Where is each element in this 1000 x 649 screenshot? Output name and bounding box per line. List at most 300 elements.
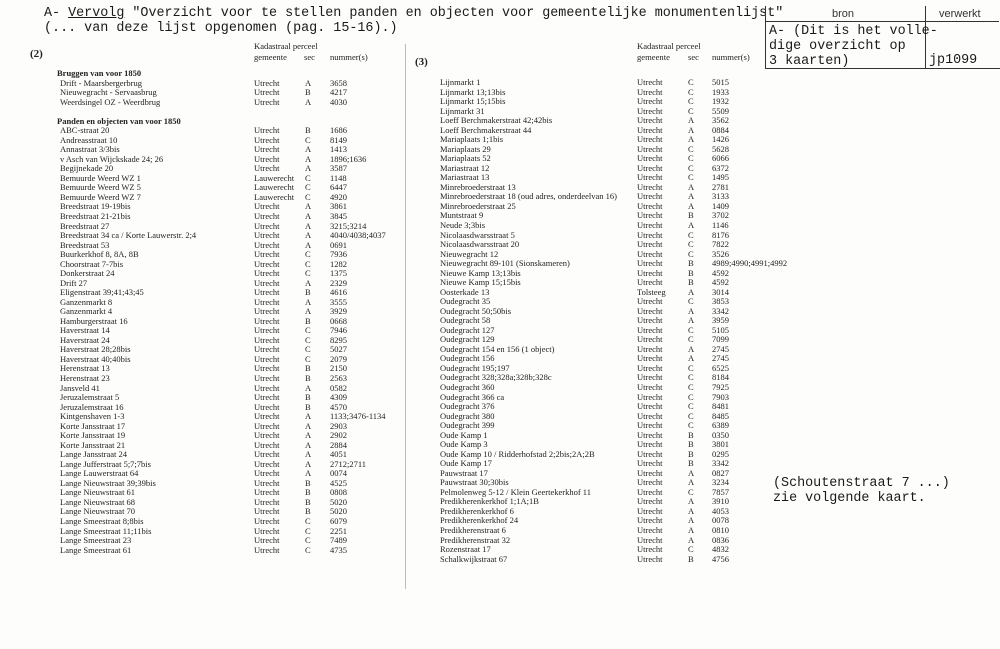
gemeente-cell: Utrecht: [254, 258, 280, 269]
address-cell: Kintgenshaven 1-3: [60, 411, 125, 422]
address-cell: Neude 3;3bis: [440, 219, 486, 230]
nummer-cell: 1413: [330, 144, 347, 155]
gemeente-cell: Utrecht: [254, 268, 280, 279]
gemeente-cell: Utrecht: [254, 96, 280, 107]
gemeente-cell: Utrecht: [254, 315, 280, 326]
address-cell: Oudegracht 156: [440, 353, 495, 364]
sec-cell: C: [688, 96, 694, 107]
section-title-panden: Panden en objecten van voor 1850: [57, 115, 181, 126]
nummer-cell: 8184: [712, 372, 729, 383]
nummer-cell: 1375: [330, 268, 347, 279]
address-cell: Predikherenkerkhof 6: [440, 505, 514, 516]
address-cell: Oude Kamp 3: [440, 439, 488, 450]
nummer-cell: 5020: [330, 506, 347, 517]
gemeente-cell: Utrecht: [637, 477, 663, 488]
table-row: [440, 431, 795, 441]
address-cell: Ganzenmarkt 4: [60, 306, 113, 317]
address-cell: Oudegracht 50;50bis: [440, 305, 512, 316]
gemeente-cell: Utrecht: [637, 544, 663, 555]
nummer-cell: 4525: [330, 477, 347, 488]
address-cell: Schalkwijkstraat 67: [440, 553, 508, 564]
address-cell: Breedstraat 53: [60, 239, 110, 250]
gemeente-cell: Utrecht: [637, 343, 663, 354]
gemeente-cell: Utrecht: [254, 411, 280, 422]
address-cell: Lijnmarkt 15;15bis: [440, 96, 506, 107]
nummer-cell: 3959: [712, 315, 729, 326]
address-cell: Breedstraat 21-21bis: [60, 210, 131, 221]
address-cell: Oudegracht 328;328a;328b;328c: [440, 372, 552, 383]
nummer-cell: 0810: [712, 524, 729, 535]
address-cell: Predikherenkerkhof 24: [440, 515, 519, 526]
sec-cell: B: [688, 553, 694, 564]
gemeente-cell: Utrecht: [254, 230, 280, 241]
address-cell: Oudegracht 35: [440, 296, 491, 307]
gemeente-cell: Lauwerecht: [254, 191, 295, 202]
nummer-cell: 7903: [712, 391, 729, 402]
sec-cell: C: [305, 344, 311, 355]
table-row: [440, 450, 795, 460]
sec-cell: B: [688, 258, 694, 269]
address-cell: Nieuwe Kamp 13;13bis: [440, 267, 521, 278]
gemeente-cell: Utrecht: [637, 334, 663, 345]
bron-label: bron: [832, 8, 855, 20]
nummer-cell: 3342: [712, 458, 729, 469]
verwerkt-label: verwerkt: [939, 8, 981, 20]
sec-cell: A: [688, 467, 695, 478]
nummer-cell: 0884: [712, 124, 729, 135]
gemeente-cell: Utrecht: [637, 486, 663, 497]
table-row: [57, 98, 402, 108]
sec-cell: C: [688, 229, 694, 240]
sec-cell: A: [305, 230, 312, 241]
sec-cell: B: [688, 439, 694, 450]
gemeente-cell: Utrecht: [637, 353, 663, 364]
table-row: [440, 555, 795, 565]
header-line-2: (... van deze lijst opgenomen (pag. 15-16).): [44, 21, 398, 36]
gemeente-cell: Utrecht: [637, 210, 663, 221]
address-cell: Annastraat 3/3bis: [60, 144, 120, 155]
nummer-cell: 8481: [712, 401, 729, 412]
nummer-cell: 3702: [712, 210, 729, 221]
address-cell: Haverstraat 14: [60, 325, 110, 336]
address-cell: Nieuwegracht 12: [440, 248, 499, 259]
address-cell: Oude Kamp 10 / Ridderhofstad 2;2bis;2A;2B: [440, 448, 595, 459]
nummer-cell: 3853: [712, 296, 729, 307]
address-cell: Oudegracht 58: [440, 315, 491, 326]
address-cell: Korte Jansstraat 21: [60, 439, 126, 450]
nummer-cell: 0582: [330, 382, 347, 393]
nummer-cell: 8485: [712, 410, 729, 421]
sec-cell: A: [688, 534, 695, 545]
nummer-cell: 8149: [330, 134, 347, 145]
nummer-cell: 6525: [712, 362, 729, 373]
sec-cell: C: [688, 296, 694, 307]
sec-cell: C: [305, 544, 311, 555]
gemeente-cell: Utrecht: [254, 449, 280, 460]
sec-cell: A: [688, 181, 695, 192]
gemeente-cell: Utrecht: [637, 153, 663, 164]
nummer-cell: 7857: [712, 486, 729, 497]
table-row: [440, 135, 795, 145]
address-cell: Minrebroederstraat 18 (oud adres, onderdeelvan 16): [440, 191, 618, 202]
gemeente-cell: Utrecht: [254, 525, 280, 536]
sec-cell: A: [688, 191, 695, 202]
nummer-cell: 5509: [712, 105, 729, 116]
nummer-cell: 0808: [330, 487, 347, 498]
gemeente-cell: Utrecht: [637, 258, 663, 269]
nummer-cell: 0836: [712, 534, 729, 545]
address-cell: Lijnmarkt 13;13bis: [440, 86, 506, 97]
sec-cell: C: [688, 410, 694, 421]
address-cell: Oudegracht 376: [440, 401, 495, 412]
gemeente-cell: Utrecht: [637, 248, 663, 259]
gemeente-cell: Utrecht: [637, 219, 663, 230]
address-cell: Lange Jufferstraat 5;7;7bis: [60, 458, 151, 469]
address-cell: Mariastraat 13: [440, 172, 490, 183]
nummer-cell: 7822: [712, 239, 729, 250]
gemeente-cell: Utrecht: [637, 229, 663, 240]
sec-cell: A: [688, 343, 695, 354]
column-divider: [405, 44, 406, 589]
table-row: [440, 202, 795, 212]
sec-cell: C: [688, 372, 694, 383]
gemeente-cell: Utrecht: [254, 496, 280, 507]
table-row: [57, 374, 402, 384]
sec-cell: A: [305, 239, 312, 250]
address-cell: Bemuurde Weerd WZ 1: [60, 172, 141, 183]
sec-cell: A: [305, 420, 312, 431]
nummer-cell: 4570: [330, 401, 347, 412]
nummer-cell: 7099: [712, 334, 729, 345]
nummer-cell: 2781: [712, 181, 729, 192]
nummer-cell: 7489: [330, 535, 347, 546]
sec-cell: B: [305, 287, 311, 298]
nummer-cell: 4309: [330, 392, 347, 403]
nummer-cell: 6447: [330, 182, 347, 193]
nummer-cell: 4053: [712, 505, 729, 516]
address-cell: Lange Nieuwstraat 70: [60, 506, 136, 517]
address-cell: Nicolaasdwarsstraat 5: [440, 229, 515, 240]
nummer-cell: 5105: [712, 324, 729, 335]
sec-cell: A: [305, 277, 312, 288]
header-line-1: A- Vervolg "Overzicht voor te stellen panden en objecten voor gemeentelijke monumentenlijst": [44, 6, 784, 21]
sec-cell: C: [305, 268, 311, 279]
gemeente-cell: Utrecht: [637, 305, 663, 316]
sec-cell: A: [305, 77, 312, 88]
nummer-cell: 3658: [330, 77, 347, 88]
table-row: [440, 288, 795, 298]
nummer-cell: 1495: [712, 172, 729, 183]
right-list: [440, 78, 795, 564]
section-title-bridges: Bruggen van voor 1850: [57, 68, 142, 78]
nummer-cell: 3342: [712, 305, 729, 316]
gemeente-cell: Utrecht: [637, 200, 663, 211]
nummer-cell: 2329: [330, 277, 347, 288]
table-row: [440, 459, 795, 469]
address-cell: Minrebroederstraat 13: [440, 181, 516, 192]
address-cell: Lange Nieuwstraat 39;39bis: [60, 477, 156, 488]
address-cell: Jeruzalemstraat 5: [60, 392, 120, 403]
sec-cell: C: [305, 515, 311, 526]
nummer-cell: 3562: [712, 115, 729, 126]
nummer-cell: 1896;1636: [330, 153, 367, 164]
gemeente-cell: Utrecht: [254, 306, 280, 317]
gemeente-cell: Utrecht: [254, 144, 280, 155]
gemeente-cell: Utrecht: [254, 87, 280, 98]
sec-cell: A: [305, 449, 312, 460]
address-cell: Mariaplaats 52: [440, 153, 491, 164]
address-cell: Mariaplaats 29: [440, 143, 491, 154]
address-cell: Buurkerkhof 8, 8A, 8B: [60, 249, 139, 260]
sec-cell: C: [688, 324, 694, 335]
gemeente-cell: Utrecht: [637, 553, 663, 564]
address-cell: Oude Kamp 1: [440, 429, 488, 440]
address-cell: Haverstraat 24: [60, 334, 110, 345]
sec-cell: C: [305, 334, 311, 345]
bron-text: A- (Dit is het volle- dige overzicht op 3 kaarten): [769, 24, 938, 69]
gemeente-cell: Utrecht: [637, 362, 663, 373]
sec-cell: C: [688, 544, 694, 555]
sec-cell: A: [688, 515, 695, 526]
address-cell: Bemuurde Weerd WZ 5: [60, 182, 141, 193]
sec-cell: C: [305, 249, 311, 260]
gemeente-cell: Utrecht: [254, 334, 280, 345]
nummer-cell: 5015: [712, 77, 729, 87]
gemeente-cell: Utrecht: [637, 458, 663, 469]
gemeente-cell: Utrecht: [637, 324, 663, 335]
nummer-cell: 2251: [330, 525, 347, 536]
sec-cell: C: [305, 525, 311, 536]
address-cell: v Asch van Wijckskade 24; 26: [60, 153, 164, 164]
sec-cell: C: [688, 239, 694, 250]
gemeente-cell: Utrecht: [637, 420, 663, 431]
gemeente-cell: Utrecht: [637, 143, 663, 154]
gemeente-cell: Utrecht: [254, 515, 280, 526]
table-row: [440, 145, 795, 155]
sec-cell: A: [305, 306, 312, 317]
gemeente-cell: Utrecht: [637, 534, 663, 545]
table-row: [440, 536, 795, 546]
sec-cell: B: [305, 487, 311, 498]
sec-cell: A: [305, 220, 312, 231]
nummer-cell: 1409: [712, 200, 729, 211]
sec-cell: C: [688, 153, 694, 164]
gemeente-cell: Utrecht: [637, 391, 663, 402]
sec-cell: B: [688, 429, 694, 440]
sec-cell: B: [305, 315, 311, 326]
gemeente-cell: Utrecht: [637, 429, 663, 440]
sec-cell: C: [688, 391, 694, 402]
address-cell: Begijnekade 20: [60, 163, 114, 174]
gemeente-cell: Utrecht: [254, 239, 280, 250]
gemeente-cell: Utrecht: [637, 448, 663, 459]
address-cell: Haverstraat 40;40bis: [60, 353, 131, 364]
nummer-cell: 3801: [712, 439, 729, 450]
sec-cell: B: [688, 277, 694, 288]
nummer-cell: 0668: [330, 315, 347, 326]
left-list: [57, 69, 402, 555]
gemeente-cell: Utrecht: [254, 344, 280, 355]
nummer-cell: 3861: [330, 201, 347, 212]
address-cell: Oudegracht 366 ca: [440, 391, 505, 402]
address-cell: Lijnmarkt 31: [440, 105, 485, 116]
sec-cell: A: [688, 219, 695, 230]
nummer-cell: 4592: [712, 277, 729, 288]
nummer-cell: 7925: [712, 382, 729, 392]
address-cell: Nicolaasdwarsstraat 20: [440, 239, 520, 250]
gemeente-cell: Utrecht: [637, 296, 663, 307]
address-cell: Lange Smeestraat 8;8bis: [60, 515, 144, 526]
address-cell: Ganzenmarkt 8: [60, 296, 113, 307]
nummer-cell: 5027: [330, 344, 347, 355]
gemeente-cell: Utrecht: [254, 325, 280, 336]
gemeente-cell: Utrecht: [637, 267, 663, 278]
sec-cell: A: [688, 115, 695, 126]
address-cell: Jansveld 41: [60, 382, 100, 393]
address-cell: Muntstraat 9: [440, 210, 484, 221]
sec-cell: C: [688, 362, 694, 373]
sec-cell: A: [305, 439, 312, 450]
address-cell: Pauwstraat 30;30bis: [440, 477, 509, 488]
gemeente-cell: Lauwerecht: [254, 182, 295, 193]
gemeente-cell: Utrecht: [254, 287, 280, 298]
address-cell: Haverstraat 28;28bis: [60, 344, 131, 355]
sec-cell: B: [305, 401, 311, 412]
nummer-cell: 3014: [712, 286, 729, 297]
address-cell: Lange Smeestraat 61: [60, 544, 132, 555]
nummer-cell: 1686: [330, 125, 347, 136]
gemeente-cell: Utrecht: [637, 401, 663, 412]
gemeente-cell: Utrecht: [254, 468, 280, 479]
table-row: [57, 546, 402, 556]
sec-cell: B: [305, 125, 311, 136]
gemeente-cell: Utrecht: [254, 535, 280, 546]
address-cell: Korte Jansstraat 19: [60, 430, 126, 441]
sec-cell: A: [688, 496, 695, 507]
nummer-cell: 6066: [712, 153, 729, 164]
address-cell: Loeff Berchmakerstraat 44: [440, 124, 532, 135]
sec-cell: A: [305, 96, 312, 107]
sec-cell: B: [305, 87, 311, 98]
sec-cell: A: [688, 286, 695, 297]
address-cell: Nieuwe Kamp 15;15bis: [440, 277, 521, 288]
nummer-cell: 2745: [712, 353, 729, 364]
gemeente-cell: Utrecht: [637, 96, 663, 107]
nummer-cell: 1426: [712, 134, 729, 145]
nummer-cell: 4217: [330, 87, 347, 98]
nummer-cell: 2079: [330, 353, 347, 364]
nummer-cell: 3845: [330, 210, 347, 221]
gemeente-cell: Tolsteeg: [637, 286, 666, 297]
sec-cell: C: [305, 535, 311, 546]
nummer-cell: 4051: [330, 449, 347, 460]
nummer-cell: 4735: [330, 544, 347, 555]
nummer-cell: 4832: [712, 544, 729, 555]
gemeente-cell: Utrecht: [254, 477, 280, 488]
box-header-rule: [765, 21, 999, 22]
nummer-cell: 2563: [330, 373, 347, 383]
gemeente-cell: Utrecht: [637, 124, 663, 135]
nummer-cell: 4756: [712, 553, 729, 564]
header-vervolg: Vervolg: [68, 6, 125, 21]
address-cell: Donkerstraat 24: [60, 268, 115, 279]
sec-cell: B: [688, 210, 694, 221]
address-cell: Oosterkade 13: [440, 286, 490, 297]
table-row: [440, 154, 795, 164]
address-cell: Bemuurde Weerd WZ 7: [60, 191, 141, 202]
sec-cell: C: [688, 86, 694, 97]
gemeente-cell: Utrecht: [254, 220, 280, 231]
nummer-cell: 4030: [330, 96, 347, 107]
nummer-cell: 3526: [712, 248, 729, 259]
gemeente-cell: Utrecht: [637, 86, 663, 97]
address-cell: Predikherenstraat 6: [440, 524, 506, 535]
nummer-cell: 0827: [712, 467, 729, 478]
sec-cell: C: [305, 258, 311, 269]
gemeente-cell: Utrecht: [254, 296, 280, 307]
gemeente-cell: Utrecht: [637, 115, 663, 126]
address-cell: Nieuwegracht 89-101 (Sionskameren): [440, 258, 570, 269]
gemeente-cell: Utrecht: [254, 373, 280, 383]
sec-cell: C: [688, 382, 694, 392]
table-row: [440, 164, 795, 174]
nummer-cell: 3555: [330, 296, 347, 307]
sec-cell: A: [688, 524, 695, 535]
gemeente-cell: Utrecht: [254, 353, 280, 364]
table-row: [440, 421, 795, 431]
gemeente-cell: Utrecht: [254, 544, 280, 555]
nummer-cell: 4989;4990;4991;4992: [712, 258, 788, 269]
sec-cell: A: [305, 210, 312, 221]
sec-cell: B: [688, 267, 694, 278]
gemeente-cell: Utrecht: [254, 163, 280, 174]
gemeente-cell: Utrecht: [637, 191, 663, 202]
address-cell: Lange Nieuwstraat 61: [60, 487, 136, 498]
sec-cell: A: [688, 353, 695, 364]
gemeente-cell: Utrecht: [254, 249, 280, 260]
nummer-cell: 2712;2711: [330, 458, 367, 469]
gemeente-cell: Utrecht: [254, 277, 280, 288]
gemeente-cell: Utrecht: [637, 524, 663, 535]
nummer-cell: 4592: [712, 267, 729, 278]
nummer-cell: 5628: [712, 143, 729, 154]
sec-cell: A: [305, 201, 312, 212]
nummer-cell: 6079: [330, 515, 347, 526]
sec-cell: C: [688, 420, 694, 431]
gemeente-cell: Utrecht: [254, 458, 280, 469]
sec-cell: C: [305, 172, 311, 183]
sec-cell: A: [688, 505, 695, 516]
gemeente-cell: Utrecht: [637, 77, 663, 87]
sec-cell: A: [305, 382, 312, 393]
address-cell: Oudegracht 154 en 156 (1 object): [440, 343, 555, 354]
gemeente-cell: Utrecht: [637, 181, 663, 192]
address-cell: Hamburgerstraat 16: [60, 315, 128, 326]
gemeente-cell: Utrecht: [254, 125, 280, 136]
nummer-cell: 4920: [330, 191, 347, 202]
gemeente-cell: Utrecht: [637, 105, 663, 116]
address-cell: Predikherenstraat 32: [440, 534, 511, 545]
sec-cell: A: [688, 315, 695, 326]
nummer-cell: 0350: [712, 429, 729, 440]
address-cell: Lange Lauwerstraat 64: [60, 468, 139, 479]
nummer-cell: 3133: [712, 191, 729, 202]
sec-cell: C: [305, 325, 311, 336]
address-cell: Predikherenkerkhof 1;1A;1B: [440, 496, 539, 507]
gemeente-cell: Utrecht: [254, 382, 280, 393]
gemeente-cell: Utrecht: [637, 467, 663, 478]
nummer-cell: 4616: [330, 287, 347, 298]
